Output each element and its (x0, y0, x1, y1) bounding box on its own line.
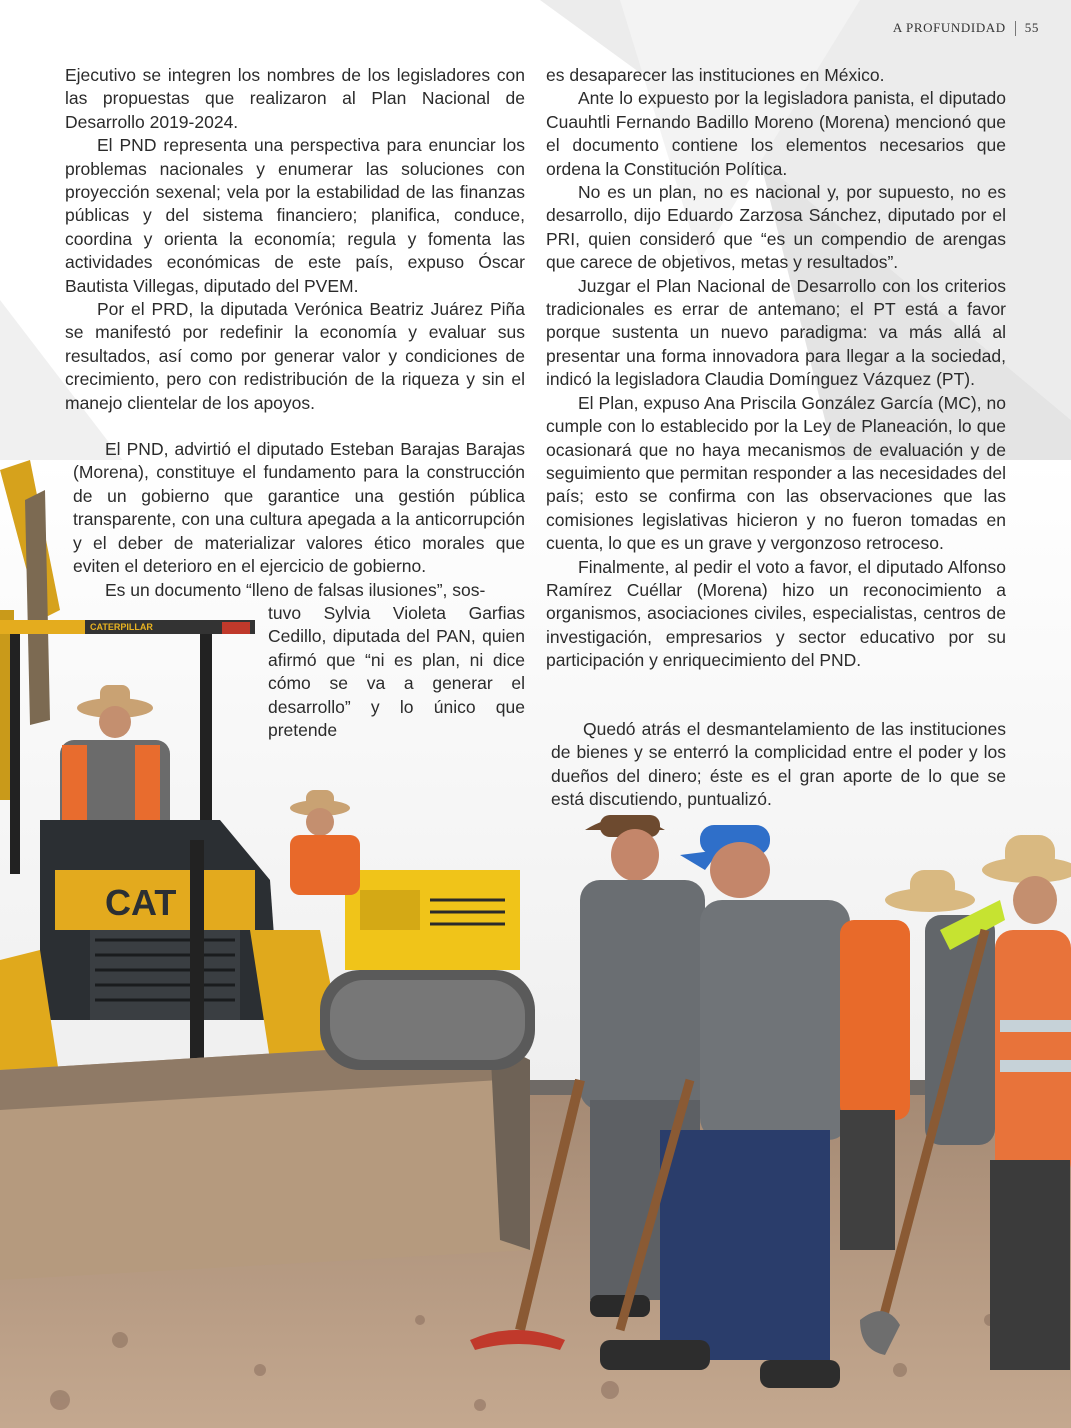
machine-banner: CATERPILLAR (90, 622, 153, 632)
quote-wrapped-text (268, 602, 525, 742)
article-column-left-wrapped (73, 438, 525, 578)
paragraph: Ante lo expuesto por la legisladora panista, el diputado Cuauhtli Fernando Badillo Moreno (Morena) mencionó que el documento contiene los elementos necesarios que ordena la Constitución Política. (546, 88, 1006, 179)
page-number: 55 (1024, 20, 1039, 35)
article-column-left (65, 64, 525, 415)
article-column-right-tail (551, 718, 1006, 812)
backhoe-blade (0, 1040, 530, 1280)
paragraph: El Plan, expuso Ana Priscila González García (MC), no cumple con lo establecido por la Ley de Planeación, lo que ocasionará que no haya mecanismos de evaluación y de seguimiento que permitan responder a las necesidades del país; esto se confirma con las observaciones que las comisiones legislativas hicieron y no fueron tomadas en cuenta, lo que es un grave y vergonzoso retroceso. (546, 392, 1006, 554)
paragraph: El PND, advirtió el diputado Esteban Barajas Barajas (Morena), constituye el fundamento para la construcción de un gobierno que garantice una gestión pública transparente, con una cultura apegada a la anticorrupción y el deber de materializar valores ético morales que eviten el deterioro en el ejercicio de gobierno. (73, 439, 525, 577)
paragraph: Quedó atrás el desmantelamiento de las instituciones de bienes y se enterró la complicidad entre el poder y los dueños del dinero; éste es el gran aporte de lo que se está discutiendo, puntualizó. (551, 719, 1006, 810)
paragraph: Por el PRD, la diputada Verónica Beatriz Juárez Piña se manifestó por redefinir la economía y evaluar sus resultados, así como por generar valor y condiciones de crecimiento, pero con redistribución de la riqueza y sin el manejo clientelar de los apoyos. (65, 299, 525, 413)
paragraph: Ejecutivo se integren los nombres de los legisladores con las propuestas que realizaron al Plan Nacional de Desarrollo 2019-2024. (65, 65, 525, 132)
article-column-right (546, 64, 1006, 673)
machine-logo: CAT (105, 882, 177, 923)
paragraph: No es un plan, no es nacional y, por supuesto, no es desarrollo, dijo Eduardo Zarzosa Sánchez, diputado por el PRI, quien consideró que “es un compendio de arengas que carece de objetivos, metas y resultados”. (546, 182, 1006, 273)
paragraph: tuvo Sylvia Violeta Garfias Cedillo, diputada del PAN, quien afirmó que “ni es plan, ni dice cómo se va a generar el desarrollo” y lo único que pretende (268, 603, 525, 741)
header-divider (1015, 21, 1016, 36)
quote-lead-line (105, 579, 525, 602)
paragraph: El PND representa una perspectiva para enunciar los problemas nacionales y enumerar las soluciones con proyección sexenal; vela por la estabilidad de las finanzas públicas y del sistema financiero; planifica, conduce, coordina y orienta la economía; regula y fomenta las actividades económicas de este país, expuso Óscar Bautista Villegas, diputado del PVEM. (65, 135, 525, 296)
paragraph: Finalmente, al pedir el voto a favor, el diputado Alfonso Ramírez Cuéllar (Morena) hizo un reconocimiento a organismos, asociaciones civiles, especialistas, centros de investigación, empresarios y sector educativo por su participación y enriquecimiento del PND. (546, 556, 1006, 671)
road-roller (320, 870, 535, 1070)
running-header (893, 20, 1039, 36)
paragraph: Es un documento “lleno de falsas ilusiones”, sos- (105, 580, 486, 600)
paragraph: Juzgar el Plan Nacional de Desarrollo con los criterios tradicionales es errar de antemano; el PT está a favor porque sustenta un nuevo paradigma: va más allá al presentar una forma innovadora para llegar a la sociedad, indicó la legisladora Claudia Domínguez Vázquez (PT). (546, 275, 1006, 390)
section-title: A PROFUNDIDAD (892, 20, 1006, 35)
paragraph: es desaparecer las instituciones en México. (546, 65, 885, 85)
